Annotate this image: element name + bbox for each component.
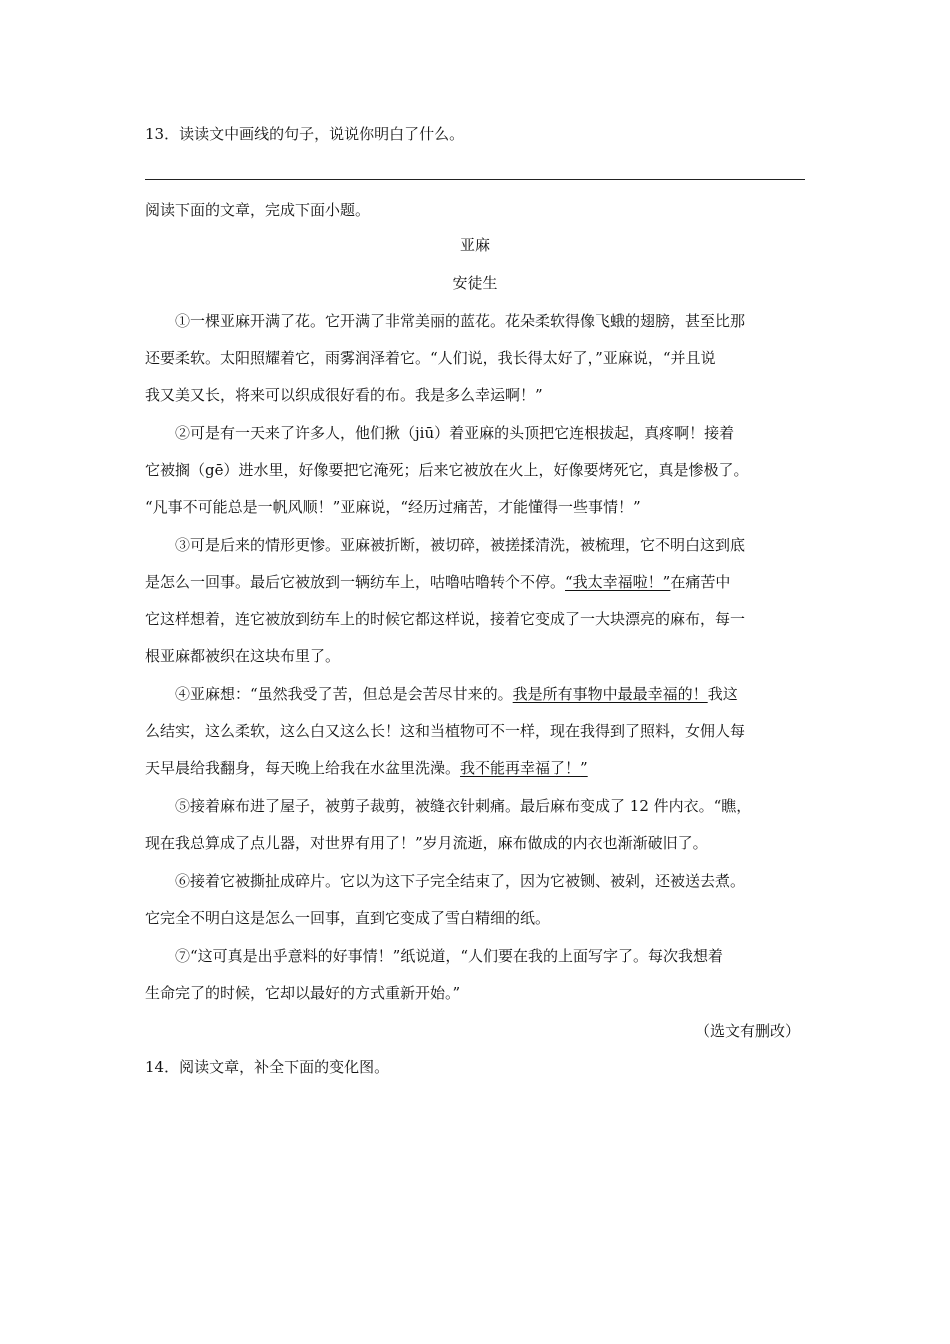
closing-quote: ” [580,759,588,777]
paragraph-7-line-1: ⑦“这可真是出乎意料的好事情！”纸说道，“人们要在我的上面写字了。每次我想着 [175,947,724,965]
paragraph-2-line-3: “凡事不可能总是一帆风顺！”亚麻说，“经历过痛苦，才能懂得一些事情！” [145,498,641,516]
paragraph-3-line-1: ③可是后来的情形更惨。亚麻被折断，被切碎，被搓揉清洗，被梳理，它不明白这到底 [175,536,746,554]
paragraph-3-text: 是怎么一回事。最后它被放到一辆纺车上，咕噜咕噜转个不停。 [145,573,566,591]
paragraph-3-line-3: 它这样想着，连它被放到纺车上的时候它都这样说，接着它变成了一大块漂亮的麻布，每一 [145,610,746,628]
paragraph-6-line-1: ⑥接着它被撕扯成碎片。它以为这下子完全结束了，因为它被铡、被剁，还被送去煮。 [175,872,746,890]
answer-line [145,179,805,180]
underlined-sentence-2: 我是所有事物中最最幸福的！ [512,685,708,703]
paragraph-4-line-3 [145,757,588,779]
article-title: 亚麻 [459,236,490,254]
paragraph-4-text: ④亚麻想：“虽然我受了苦，但总是会苦尽甘来的。 [175,685,513,703]
paragraph-1-line-3: 我又美又长，将来可以织成很好看的布。我是多么幸运啊！” [145,386,543,404]
paragraph-2-line-1: ②可是有一天来了许多人，他们揪（jiū）着亚麻的头顶把它连根拔起，真疼啊！接着 [175,424,735,442]
paragraph-7-line-2: 生命完了的时候，它却以最好的方式重新开始。” [145,984,461,1002]
paragraph-1-line-1: ①一棵亚麻开满了花。它开满了非常美丽的蓝花。花朵柔软得像飞蛾的翅膀，甚至比那 [175,312,746,330]
source-note: （选文有删改） [694,1022,800,1040]
paragraph-5-line-1: ⑤接着麻布进了屋子，被剪子裁剪，被缝衣针刺痛。最后麻布变成了 12 件内衣。“瞧， [175,797,752,815]
question-14: 14．阅读文章，补全下面的变化图。 [145,1058,390,1076]
paragraph-1-line-2: 还要柔软。太阳照耀着它，雨雾润泽着它。“人们说，我长得太好了，”亚麻说，“并且说 [145,349,716,367]
reading-instruction: 阅读下面的文章，完成下面小题。 [145,201,371,219]
underlined-sentence-1: “我太幸福啦！” [565,573,671,591]
paragraph-3-line-2 [145,571,730,593]
paragraph-4-line-1 [175,683,738,705]
paragraph-4-text: 天早晨给我翻身，每天晚上给我在水盆里洗澡。 [145,759,461,777]
underlined-sentence-3: 我不能再幸福了！ [460,759,581,777]
paragraph-3-text: 在痛苦中 [670,573,731,591]
paragraph-5-line-2: 现在我总算成了点儿器，对世界有用了！”岁月流逝，麻布做成的内衣也渐渐破旧了。 [145,834,708,852]
paragraph-2-line-2: 它被搁（gē）进水里，好像要把它淹死；后来它被放在火上，好像要烤死它，真是惨极了。 [145,461,749,479]
question-13: 13．读读文中画线的句子，说说你明白了什么。 [145,125,465,143]
article-author: 安徒生 [452,274,498,292]
paragraph-4-text: 我这 [707,685,738,703]
paragraph-4-line-2: 么结实，这么柔软，这么白又这么长！这和当植物可不一样，现在我得到了照料，女佣人每 [145,722,746,740]
paragraph-6-line-2: 它完全不明白这是怎么一回事，直到它变成了雪白精细的纸。 [145,909,551,927]
paragraph-3-line-4: 根亚麻都被织在这块布里了。 [145,647,341,665]
